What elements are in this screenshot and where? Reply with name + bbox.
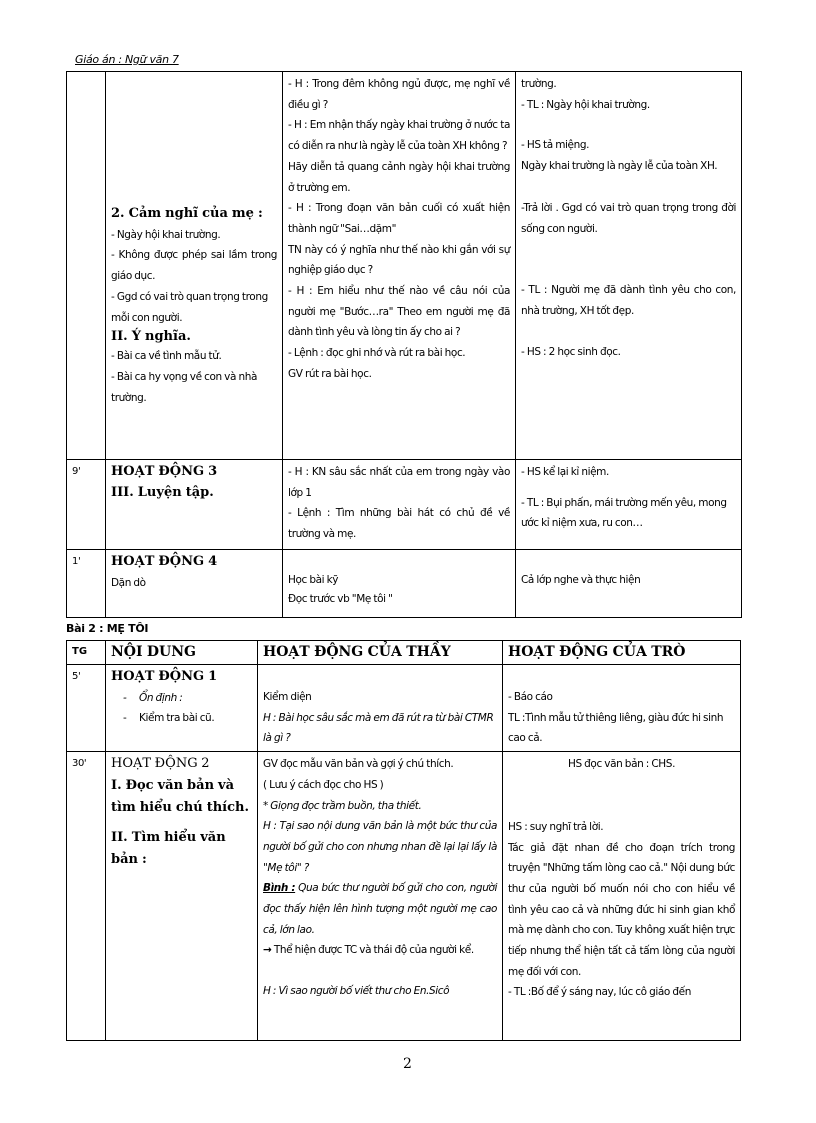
table-row [67, 550, 742, 618]
teacher-instruction: GV rút ra bài học. [288, 367, 372, 380]
teacher-note: ( Lưu ý cách đọc cho HS ) [263, 778, 384, 791]
content-cell [106, 460, 283, 550]
section-heading: I. Đọc văn bản và tìm hiểu chú thích. [111, 777, 249, 815]
student-answer: Cả lớp nghe và thực hiện [521, 574, 641, 586]
content-cell [106, 665, 258, 752]
section-heading: III. Luyện tập. [111, 484, 214, 500]
lesson-table-1 [66, 71, 742, 618]
teacher-conclusion [263, 940, 497, 961]
teacher-comment [263, 878, 497, 940]
section-heading: II. Tìm hiểu văn bản : [111, 829, 226, 867]
student-cell [503, 665, 741, 752]
student-answer: HS : suy nghĩ trả lời. [508, 820, 604, 833]
teacher-cell [258, 752, 503, 1041]
binh-text: Qua bức thư người bố gửi cho con, người đọc thấy hiện lên hình tượng một người mẹ cao cả, lớn lao. [263, 882, 497, 936]
teacher-question: H : Tại sao nội dung văn bản là một bức thư của người bố gửi cho con nhưng nhan đề lại lại lấy là "Mẹ tôi" ? [263, 820, 497, 874]
teacher-cell [283, 72, 516, 460]
student-answer: TL :Tình mẫu tử thiêng liêng, giàu đức hi sinh cao cả. [508, 711, 724, 745]
tg-cell [67, 72, 106, 460]
table-row [67, 665, 741, 752]
student-answer: - HS kể lại kỉ niệm. [521, 466, 609, 478]
teacher-question: - H : Em nhận thấy ngày khai trường ở nước ta có diễn ra như là ngày lễ của toàn XH không ? [288, 119, 510, 153]
teacher-instruction: - Lệnh : đọc ghi nhớ và rút ra bài học. [288, 347, 466, 360]
student-answer: - Báo cáo [508, 691, 553, 703]
tg-cell: 5' [67, 665, 106, 752]
student-answer: Tác giả đặt nhan đề cho đoạn trích trong truyện "Những tấm lòng cao cả." Nội dung bức thư của người bố muốn nói cho con hiểu về tình yêu cao cả và những đức hi sinh gian khổ mà mẹ dành cho con. Tuy không xuất hiện trực tiếp nhưng thể hiện tất cả tấm lòng của người mẹ đối với con. [508, 841, 735, 978]
content-cell [106, 72, 283, 460]
student-answer: - TL : Ngày hội khai trường. [521, 98, 650, 111]
teacher-note: * Giọng đọc trầm buồn, tha thiết. [263, 799, 422, 812]
teacher-instruction: GV đọc mẫu văn bản và gợi ý chú thích. [263, 758, 454, 771]
section-heading: II. Ý nghĩa. [111, 329, 191, 345]
table-row [67, 460, 742, 550]
student-cell [516, 72, 742, 460]
teacher-question: - H : Trong đêm không ngủ được, mẹ nghĩ về điều gì ? [288, 78, 510, 111]
column-header: HOẠT ĐỘNG CỦA THẦY [258, 641, 503, 665]
column-header: TG [67, 641, 106, 665]
list-item: - Ổn định : [111, 688, 252, 709]
section-text: Dặn dò [111, 576, 146, 589]
teacher-question: - H : Trong đoạn văn bản cuối có xuất hiện thành ngữ "Sai…dặm" [288, 202, 510, 235]
student-answer: - TL : Bụi phấn, mái trường mến yêu, mong ước kỉ niệm xưa, ru con… [521, 496, 727, 530]
activity-heading: HOẠT ĐỘNG 1 [111, 669, 218, 684]
tg-cell: 1' [67, 550, 106, 618]
list-item: - Kiểm tra bài cũ. [111, 708, 252, 729]
section-title: Bài 2 : MẸ TÔI [66, 622, 149, 635]
binh-label: Bình : [263, 882, 296, 895]
activity-heading: HOẠT ĐỘNG 3 [111, 464, 218, 479]
section-heading: 2. Cảm nghĩ của mẹ : [111, 206, 263, 221]
conclusion-text: Thể hiện được TC và thái độ của người kể. [271, 944, 474, 957]
student-answer: - HS tả miệng. [521, 139, 590, 152]
table-header-row [67, 641, 741, 665]
teacher-question: Hãy diễn tả quang cảnh ngày hội khai trường ở trường em. [288, 160, 510, 194]
student-answer: - TL : Người mẹ đã dành tình yêu cho con, nhà trường, XH tốt đẹp. [521, 284, 736, 317]
teacher-question: - H : KN sâu sắc nhất của em trong ngày vào lớp 1 [288, 466, 510, 499]
table-row [67, 752, 741, 1041]
tg-cell: 9' [67, 460, 106, 550]
student-answer: - HS : 2 học sinh đọc. [521, 345, 621, 358]
table-row [67, 72, 742, 460]
teacher-instruction: Kiểm diện [263, 691, 312, 703]
teacher-cell [283, 550, 516, 618]
student-answer: HS đọc văn bản : CHS. [567, 758, 676, 771]
list-item: - Ggd có vai trò quan trọng trong mỗi con người. [111, 290, 268, 324]
list-item: - Ngày hội khai trường. [111, 228, 221, 241]
student-cell [503, 752, 741, 1041]
activity-heading: HOẠT ĐỘNG 4 [111, 554, 218, 569]
list-item: - Không được phép sai lầm trong giáo dục. [111, 249, 277, 283]
student-answer: Ngày khai trường là ngày lễ của toàn XH. [521, 160, 718, 173]
list-item: - Bài ca về tình mẫu tử. [111, 350, 222, 363]
teacher-question: - H : Em hiểu như thế nào về câu nói của người mẹ "Bước…ra" Theo em người mẹ đã dành tình yêu và lòng tin ấy cho ai ? [288, 285, 510, 339]
page-number: 2 [403, 1056, 412, 1072]
teacher-question: H : Bài học sâu sắc mà em đã rút ra từ bài CTMR là gì ? [263, 711, 494, 745]
document-header: Giáo án : Ngữ văn 7 [75, 53, 179, 66]
student-cell [516, 550, 742, 618]
tg-cell: 30' [67, 752, 106, 1041]
content-cell [106, 550, 283, 618]
list-item: - Bài ca hy vọng về con và nhà trường. [111, 370, 257, 404]
student-answer: - TL :Bố để ý sáng nay, lúc cô giáo đến [508, 986, 691, 999]
student-answer: -Trả lời . Ggd có vai trò quan trọng trong đời sống con người. [521, 201, 736, 235]
teacher-question: TN này có ý nghĩa như thế nào khi gắn với sự nghiệp giáo dục ? [288, 243, 510, 277]
right-arrow-icon: → [263, 944, 272, 957]
teacher-instruction: - Lệnh : Tìm những bài hát có chủ đề về trường và mẹ. [288, 507, 510, 541]
teacher-instruction: Đọc trước vb "Mẹ tôi " [288, 592, 393, 605]
content-cell [106, 752, 258, 1041]
lesson-table-2 [66, 640, 741, 1041]
student-answer: trường. [521, 78, 557, 90]
teacher-cell [258, 665, 503, 752]
teacher-cell [283, 460, 516, 550]
teacher-question: H : Vì sao người bố viết thư cho En.Sicô [263, 985, 450, 998]
column-header: NỘI DUNG [106, 641, 258, 665]
activity-heading: HOẠT ĐỘNG 2 [111, 756, 210, 772]
column-header: HOẠT ĐỘNG CỦA TRÒ [503, 641, 741, 665]
student-cell [516, 460, 742, 550]
teacher-instruction: Học bài kỹ [288, 574, 339, 586]
